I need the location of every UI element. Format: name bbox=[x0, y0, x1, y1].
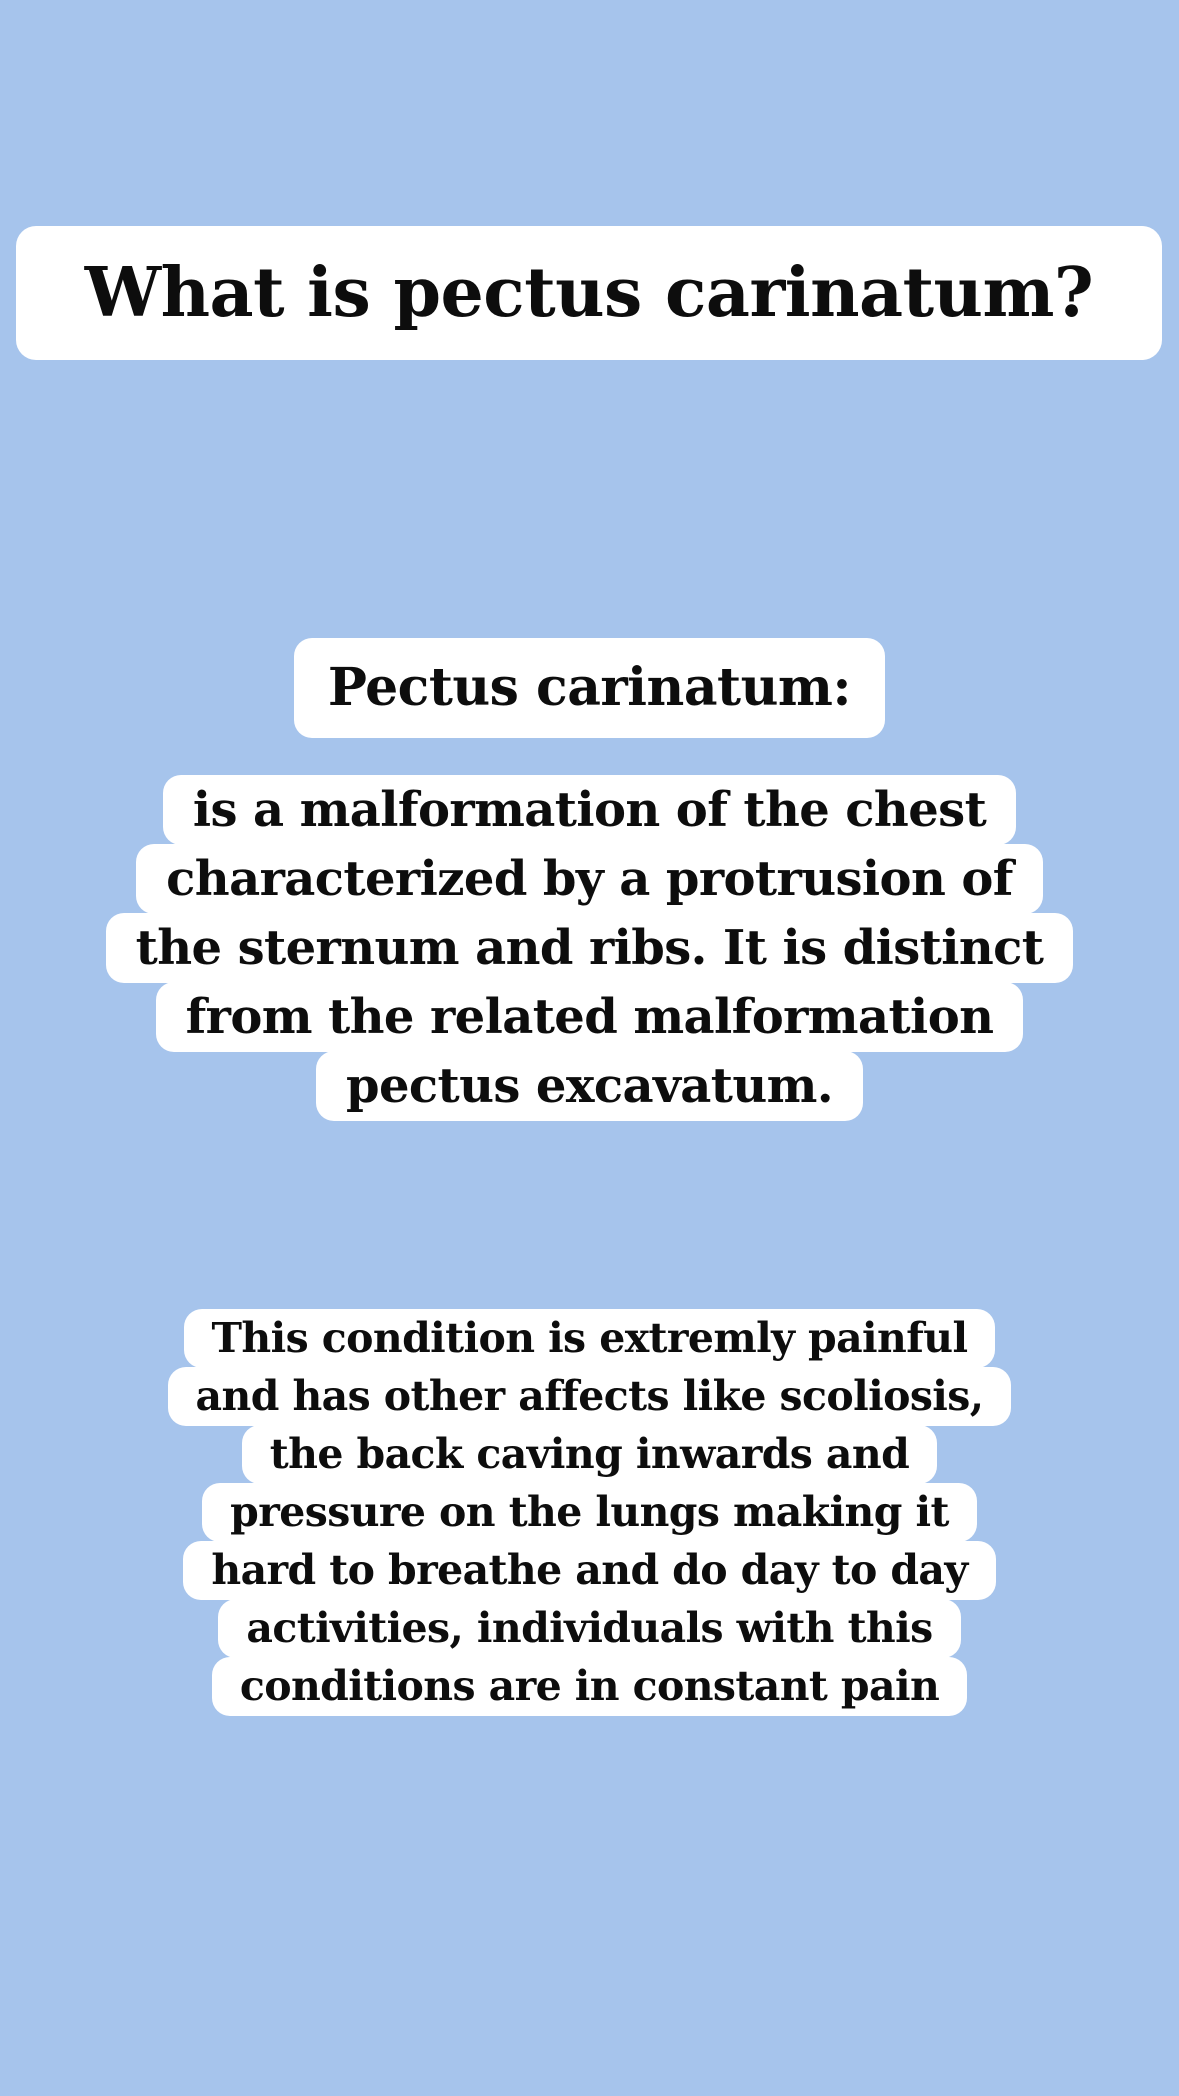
title-box bbox=[16, 226, 1162, 360]
definition-line: from the related malformation bbox=[156, 982, 1024, 1052]
definition-text-block bbox=[0, 776, 1179, 1121]
page-title: What is pectus carinatum? bbox=[84, 253, 1094, 333]
condition-text-block bbox=[0, 1310, 1179, 1716]
subtitle-text: Pectus carinatum: bbox=[294, 638, 885, 738]
condition-line: hard to breathe and do day to day bbox=[183, 1541, 995, 1600]
definition-line: characterized by a protrusion of bbox=[136, 844, 1043, 914]
condition-line: the back caving inwards and bbox=[242, 1425, 937, 1484]
definition-line: is a malformation of the chest bbox=[163, 775, 1016, 845]
condition-line: pressure on the lungs making it bbox=[202, 1483, 977, 1542]
condition-line: and has other affects like scoliosis, bbox=[168, 1367, 1012, 1426]
definition-line: the sternum and ribs. It is distinct bbox=[106, 913, 1074, 983]
subtitle-box bbox=[0, 638, 1179, 738]
condition-line: conditions are in constant pain bbox=[212, 1657, 967, 1716]
condition-line: activities, individuals with this bbox=[218, 1599, 960, 1658]
condition-line: This condition is extremly painful bbox=[184, 1309, 996, 1368]
definition-line: pectus excavatum. bbox=[316, 1051, 863, 1121]
